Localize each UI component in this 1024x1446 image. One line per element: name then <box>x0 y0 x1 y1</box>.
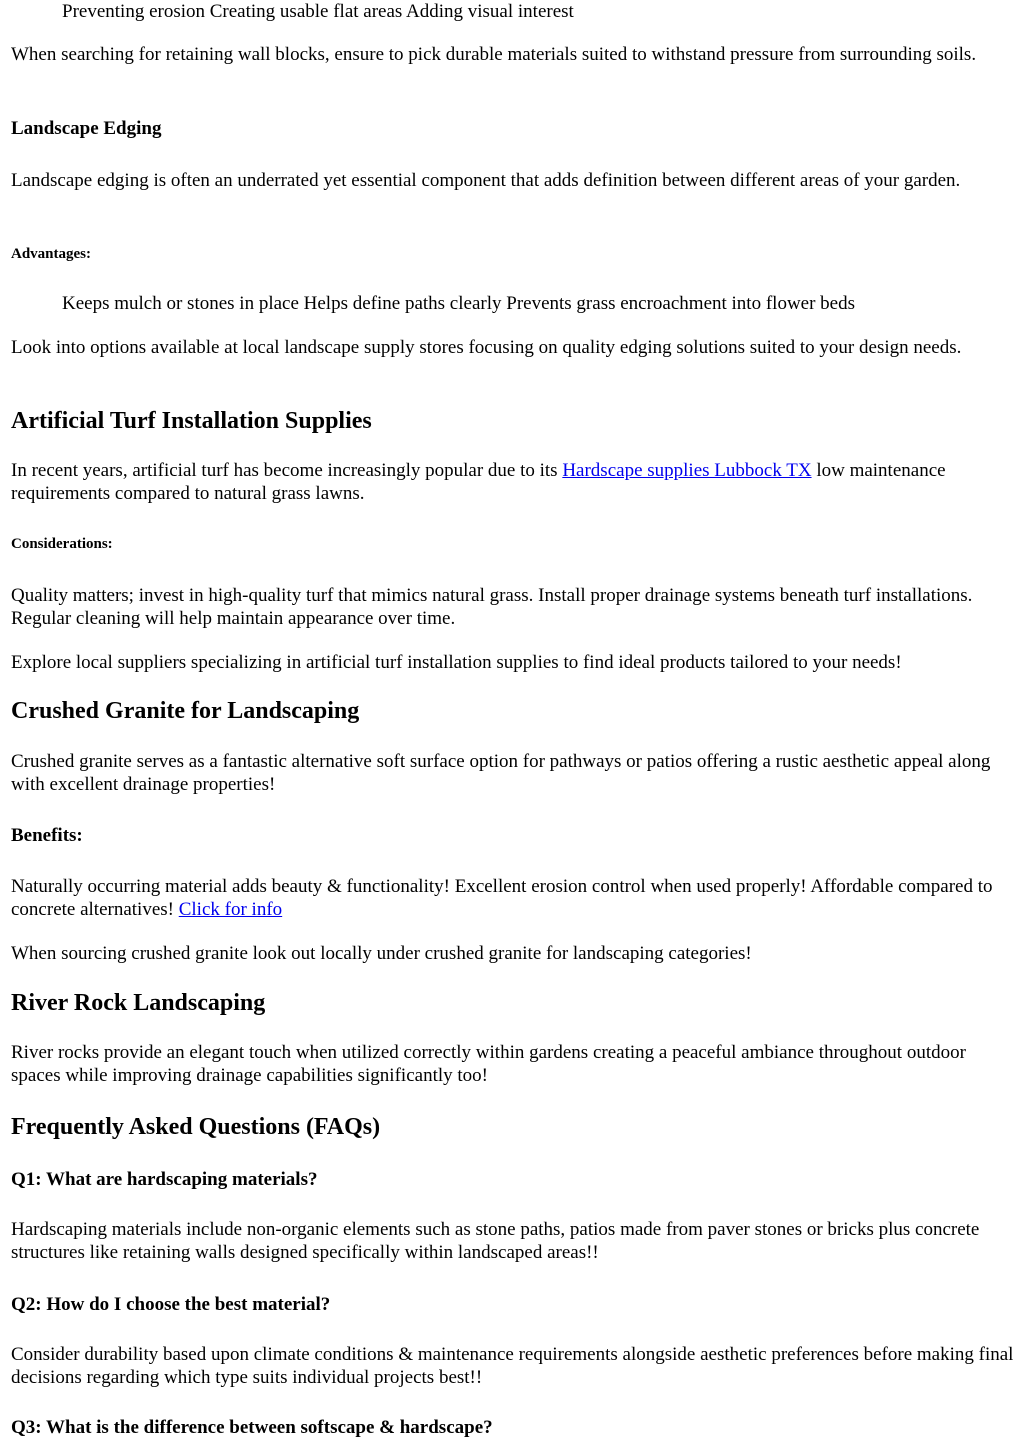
turf-considerations-paragraph: Quality matters; invest in high-quality turf that mimics natural grass. Install proper drainage systems beneath turf installations. Regular cleaning will help maintain appearance over time. <box>11 585 973 629</box>
granite-benefits-label: Benefits: <box>11 825 83 846</box>
faq-question-1: Q1: What are hardscaping materials? <box>11 1169 318 1190</box>
turf-heading: Artificial Turf Installation Supplies <box>11 408 372 434</box>
faq-question-2: Q2: How do I choose the best material? <box>11 1294 331 1315</box>
edging-advantages-list: Keeps mulch or stones in place Helps define paths clearly Prevents grass encroachment into flower beds <box>62 293 855 314</box>
edging-heading: Landscape Edging <box>11 118 162 139</box>
faq-answer-2: Consider durability based upon climate conditions & maintenance requirements alongside aesthetic preferences before making final decisions regarding which type suits individual projects best!! <box>11 1344 1014 1388</box>
edging-advice-paragraph: Look into options available at local landscape supply stores focusing on quality edging solutions suited to your design needs. <box>11 337 962 358</box>
river-rock-heading: River Rock Landscaping <box>11 990 266 1016</box>
edging-intro-paragraph: Landscape edging is often an underrated yet essential component that adds definition between different areas of your garden. <box>11 170 961 191</box>
faq-heading: Frequently Asked Questions (FAQs) <box>11 1114 381 1140</box>
granite-benefits-text: Naturally occurring material adds beauty & functionality! Excellent erosion control when used properly! Affordable compared to concrete alternatives! <box>11 876 993 920</box>
turf-intro-text-before: In recent years, artificial turf has become increasingly popular due to its <box>11 460 563 481</box>
turf-explore-paragraph: Explore local suppliers specializing in artificial turf installation supplies to find ideal products tailored to your needs! <box>11 652 902 673</box>
edging-advantages-label: Advantages: <box>11 246 92 262</box>
granite-benefits-paragraph <box>11 875 1014 921</box>
hardscape-supplies-link[interactable]: Hardscape supplies Lubbock TX <box>562 460 812 481</box>
turf-considerations-label: Considerations: <box>11 536 113 552</box>
retaining-benefits-list: Preventing erosion Creating usable flat areas Adding visual interest <box>62 1 574 22</box>
click-for-info-link[interactable]: Click for info <box>178 899 283 920</box>
turf-intro-paragraph <box>11 459 1014 505</box>
granite-intro-paragraph: Crushed granite serves as a fantastic alternative soft surface option for pathways or patios offering a rustic aesthetic appeal along with excellent drainage properties! <box>11 751 991 795</box>
river-rock-paragraph: River rocks provide an elegant touch when utilized correctly within gardens creating a peaceful ambiance throughout outdoor spaces while improving drainage capabilities significantly too! <box>11 1042 966 1086</box>
granite-heading: Crushed Granite for Landscaping <box>11 698 360 724</box>
turf-intro-text-after: low maintenance requirements compared to natural grass lawns. <box>11 460 946 504</box>
retaining-advice-paragraph: When searching for retaining wall blocks, ensure to pick durable materials suited to withstand pressure from surrounding soils. <box>11 44 977 65</box>
granite-sourcing-paragraph: When sourcing crushed granite look out locally under crushed granite for landscaping categories! <box>11 943 752 964</box>
faq-question-3: Q3: What is the difference between softscape & hardscape? <box>11 1417 493 1438</box>
faq-answer-1: Hardscaping materials include non-organic elements such as stone paths, patios made from paver stones or bricks plus concrete structures like retaining walls designed specifically within landscaped areas!! <box>11 1219 980 1263</box>
